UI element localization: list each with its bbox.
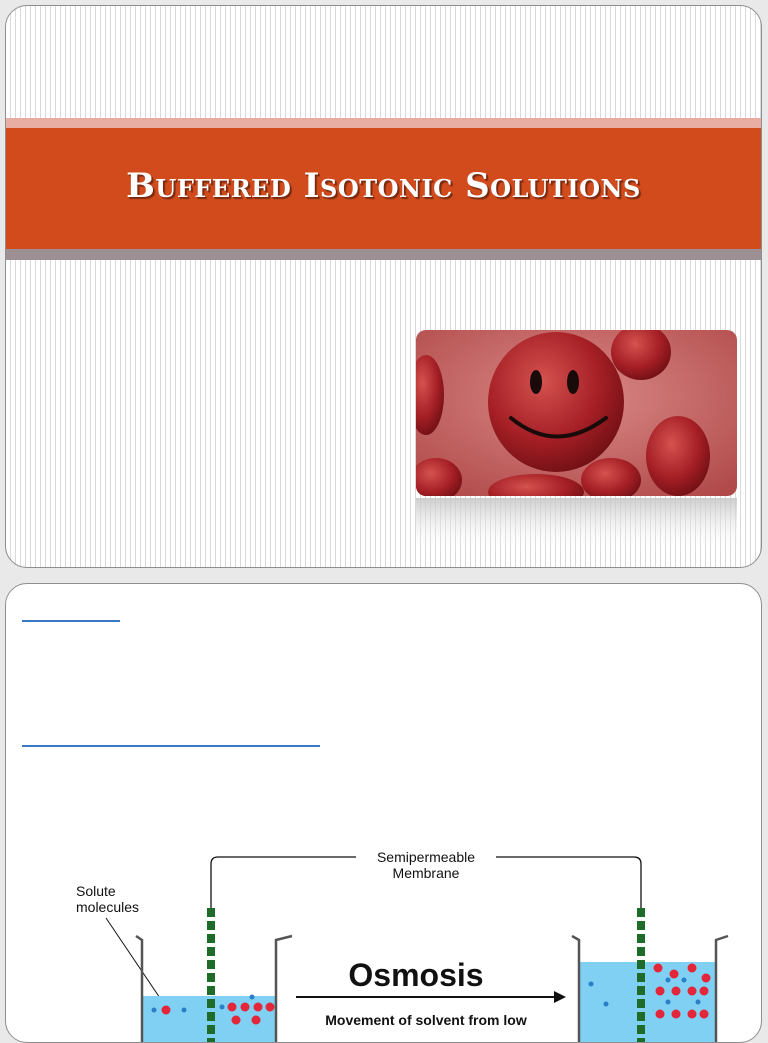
title-band-top-stripe [6,118,761,128]
osmosis-diagram [56,844,736,1043]
title-band [6,128,761,249]
solute-label-2: molecules [76,899,140,915]
right-eye-icon [567,370,579,394]
slide-title: Buffered Isotonic Solutions [126,165,641,206]
right-beaker-liquid [579,962,716,1043]
osmosis-heading: Osmosis [348,957,484,993]
arrow-right-icon [554,991,566,1003]
solute-label-1: Solute [76,883,116,899]
title-band-bottom-stripe [6,249,761,260]
image-reflection [416,498,737,553]
membrane-label-1: Semipermeable [376,849,476,865]
membrane-label-2: Membrane [392,865,460,881]
content-slide [5,583,762,1043]
title-slide [5,5,762,568]
heading-underline-short [22,620,120,622]
left-eye-icon [530,370,542,394]
heading-underline-long [22,745,320,747]
red-blood-cell-image [416,330,737,496]
osmosis-caption: Movement of solvent from low [325,1012,527,1028]
